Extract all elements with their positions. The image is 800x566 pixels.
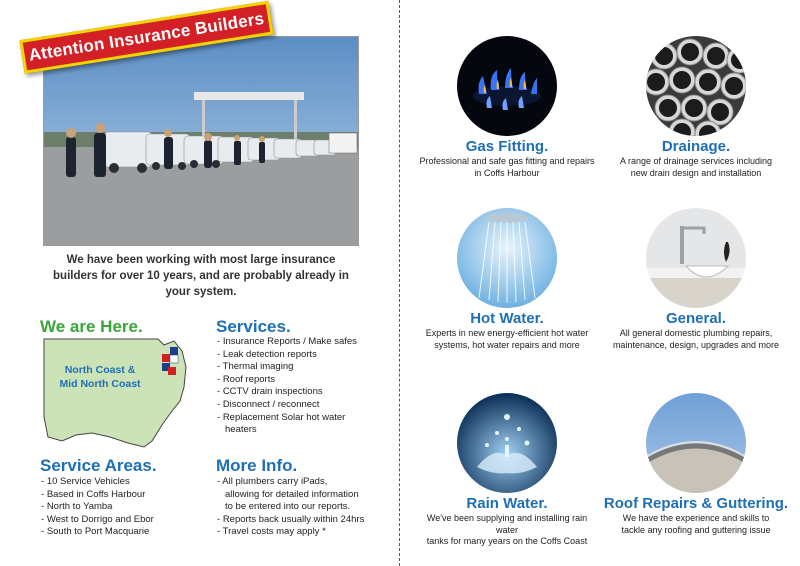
service-areas-list	[41, 476, 154, 539]
offering-description: A range of drainage services including new drain design and installation	[619, 156, 773, 178]
services-heading: Services.	[216, 317, 291, 336]
offering-description: Experts in new energy-efficient hot water systems, hot water repairs and more	[425, 328, 589, 350]
basin-icon	[646, 208, 746, 308]
list-item: - Based in Coffs Harbour	[41, 489, 154, 502]
offering-drainage	[606, 36, 786, 179]
service-areas-heading: Service Areas.	[40, 456, 157, 475]
intro-text: We have been working with most large insurance builders for over 10 years, and are probably already in your system.	[53, 254, 349, 298]
water-splash-icon	[457, 393, 557, 493]
offering-general	[606, 208, 786, 351]
team-photo	[43, 36, 359, 246]
offering-title: Hot Water.	[470, 310, 544, 327]
list-item: - North to Yamba	[41, 501, 154, 514]
offering-title: Drainage.	[661, 138, 731, 155]
list-item: - CCTV drain inspections	[217, 386, 357, 399]
insurance-builders-banner: Attention Insurance Builders	[19, 1, 273, 74]
offering-gas-fitting	[417, 36, 597, 179]
gas-flame-icon	[457, 36, 557, 136]
list-item: - Roof reports	[217, 374, 357, 387]
list-item: - Disconnect / reconnect	[217, 399, 357, 412]
offering-description: We have the experience and skills to tackle any roofing and guttering issue	[621, 513, 771, 535]
offering-hot-water	[417, 208, 597, 351]
offering-title: Roof Repairs & Guttering.	[603, 495, 789, 512]
offering-description: All general domestic plumbing repairs, maintenance, design, upgrades and more	[612, 328, 780, 350]
nsw-map-icon	[40, 337, 200, 449]
pipes-icon	[646, 36, 746, 136]
more-info-list	[217, 476, 364, 539]
offering-title: Gas Fitting.	[465, 138, 549, 155]
offering-description: We've been supplying and installing rain water tanks for many years on the Coffs Coast	[426, 513, 588, 546]
list-item: - South to Port Macquarie	[41, 526, 154, 539]
list-item: - Insurance Reports / Make safes	[217, 336, 357, 349]
list-item: - West to Dorrigo and Ebor	[41, 514, 154, 527]
shower-icon	[457, 208, 557, 308]
we-are-here-heading: We are Here.	[40, 317, 143, 336]
list-item: allowing for detailed information	[225, 488, 359, 500]
list-item: to be entered into our reports.	[225, 501, 351, 513]
offering-description: Professional and safe gas fitting and repairs in Coffs Harbour	[419, 156, 595, 178]
list-item: - Replacement Solar hot water	[217, 412, 357, 425]
list-item: - Leak detection reports	[217, 349, 357, 362]
offering-title: General.	[665, 310, 727, 327]
list-item: - Reports back usually within 24hrs	[217, 514, 364, 527]
more-info-heading: More Info.	[216, 456, 298, 475]
list-item: - Travel costs may apply *	[217, 526, 364, 539]
map-region-label: North Coast & Mid North Coast	[59, 364, 141, 390]
offering-roof-repairs	[596, 393, 796, 536]
gutter-icon	[646, 393, 746, 493]
services-list	[217, 336, 357, 437]
list-item: - Thermal imaging	[217, 361, 357, 374]
list-item: heaters	[225, 424, 257, 436]
offering-title: Rain Water.	[466, 495, 548, 512]
offering-rain-water	[417, 393, 597, 548]
page-divider	[399, 0, 400, 566]
list-item: - All plumbers carry iPads,	[217, 476, 364, 489]
list-item: - 10 Service Vehicles	[41, 476, 154, 489]
